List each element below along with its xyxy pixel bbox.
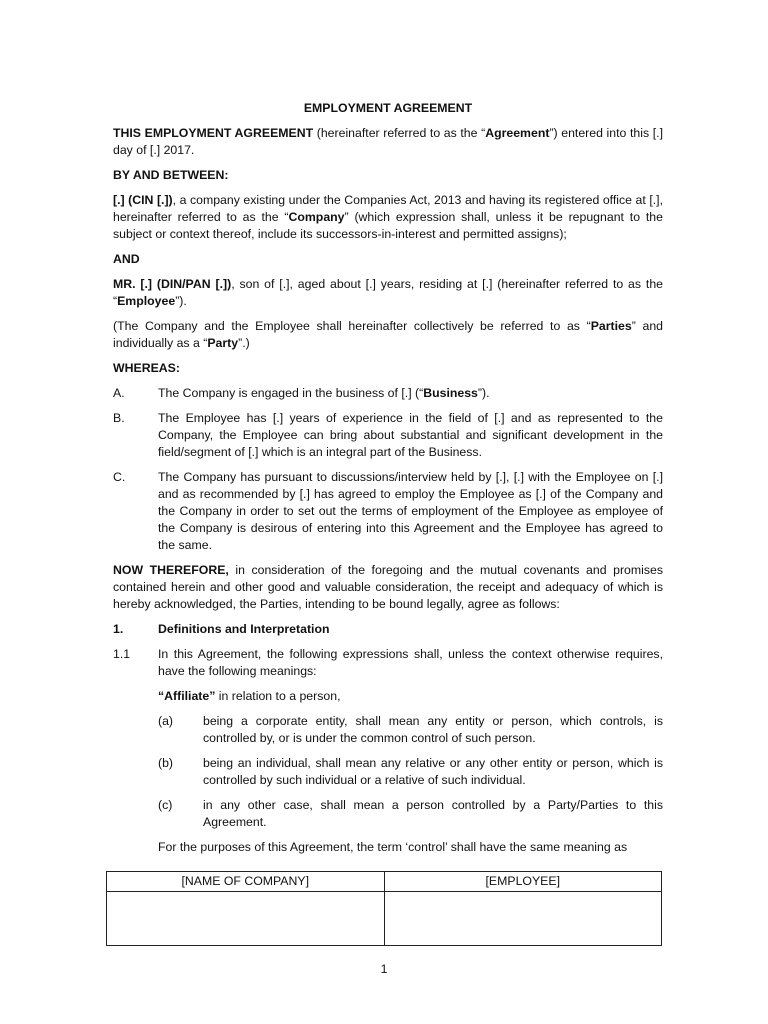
recital-text: The Company is engaged in the business of [.] (“Business”). — [158, 386, 490, 400]
sub-item-label: (a) — [158, 714, 174, 728]
intro-text: (hereinafter referred to as the “ — [313, 126, 486, 140]
clause-number: 1.1 — [113, 647, 131, 661]
sub-item-text: being an individual, shall mean any relative or any other entity or person, which is controlled by such individual or a relative of such individual. — [203, 756, 663, 787]
recital-label: A. — [113, 386, 125, 400]
intro-tail: ”) entered into this [.] day of [.] 2017. — [113, 126, 664, 157]
control-definition-line: For the purposes of this Agreement, the term ‘control’ shall have the same meaning as — [158, 840, 628, 854]
recital-c — [113, 469, 663, 554]
employee-identifier: MR. [.] (DIN/PAN [.]) — [113, 277, 232, 291]
document-body — [113, 100, 663, 864]
company-party-paragraph: [.] (CIN [.]), a company existing under the Companies Act, 2013 and having its registered office at [.], hereinafter referred to as the “Company” (which expression shall, unless it be repugnant to the subject or context thereof, include its successors-in-interest and permitted assigns); — [113, 193, 663, 241]
signature-table — [106, 871, 662, 946]
intro-lead: THIS EMPLOYMENT AGREEMENT — [113, 126, 314, 140]
party-term: Party — [207, 336, 239, 350]
company-signature-space — [107, 892, 385, 946]
now-therefore-lead: NOW THEREFORE, — [113, 563, 229, 577]
section-number: 1. — [113, 622, 124, 636]
recital-text: The Employee has [.] years of experience in the field of [.] and as represented to the Company, the Employee can bring about substantial and significant development in the field/segment of [.] which is an integral part of the Business. — [158, 411, 663, 459]
sub-item-text: being a corporate entity, shall mean any entity or person, which controls, is controlled by, or is under the common control of such person. — [203, 714, 663, 745]
recital-a — [113, 385, 663, 402]
sub-item-label: (b) — [158, 756, 174, 770]
parties-clause: (The Company and the Employee shall hereinafter collectively be referred to as “Parties” and individually as a “Party”.) — [113, 319, 664, 350]
signature-header-row — [107, 872, 662, 892]
sub-item-text: in any other case, shall mean a person controlled by a Party/Parties to this Agreement. — [203, 798, 663, 829]
whereas-heading: WHEREAS: — [113, 361, 180, 375]
recital-b — [113, 410, 663, 461]
affiliate-definition: “Affiliate” in relation to a person, — [158, 689, 341, 703]
sub-item-b — [158, 755, 663, 789]
and-heading: AND — [113, 252, 140, 266]
company-identifier: [.] (CIN [.]) — [113, 193, 173, 207]
employee-signature-space — [384, 892, 662, 946]
now-therefore-paragraph: NOW THEREFORE, in consideration of the foregoing and the mutual covenants and promises contained herein and other good and valuable consideration, the receipt and adequacy of which is hereby acknowledged, the Parties, intending to be bound legally, agree as follows: — [113, 563, 663, 611]
sub-item-c — [158, 797, 663, 831]
employee-term: Employee — [117, 294, 176, 308]
clause-1-1 — [113, 646, 663, 680]
intro-paragraph — [113, 125, 663, 159]
recital-label: C. — [113, 470, 126, 484]
agreement-term: Agreement — [485, 126, 550, 140]
recital-text: The Company has pursuant to discussions/interview held by [.], [.] with the Employee on [.] and as recommended by [.] has agreed to employ the Employee as [.] of the Company and the Company in order to set out the terms of employment of the Employee as employee of the Company is desirous of entering into this Agreement and the Employee has agreed to the same. — [158, 470, 663, 552]
business-term: Business — [423, 386, 478, 400]
employee-party-paragraph: MR. [.] (DIN/PAN [.]), son of [.], aged about [.] years, residing at [.] (hereinafter referred to as the “Employee”). — [113, 277, 664, 308]
sub-item-label: (c) — [158, 798, 173, 812]
recital-label: B. — [113, 411, 125, 425]
section-1-heading — [113, 621, 663, 638]
sub-item-a — [158, 713, 663, 747]
affiliate-term: “Affiliate” — [158, 689, 216, 703]
company-term: Company — [288, 210, 345, 224]
parties-term: Parties — [590, 319, 632, 333]
clause-text: In this Agreement, the following expressions shall, unless the context otherwise requires, have the following meanings: — [158, 647, 663, 678]
employee-signature-header: [EMPLOYEE] — [384, 872, 662, 892]
document-title: EMPLOYMENT AGREEMENT — [303, 101, 473, 115]
by-and-between-heading: BY AND BETWEEN: — [113, 168, 229, 182]
company-signature-header: [NAME OF COMPANY] — [107, 872, 385, 892]
page-number: 1 — [380, 962, 388, 976]
section-title: Definitions and Interpretation — [158, 622, 330, 636]
signature-space-row — [107, 892, 662, 946]
